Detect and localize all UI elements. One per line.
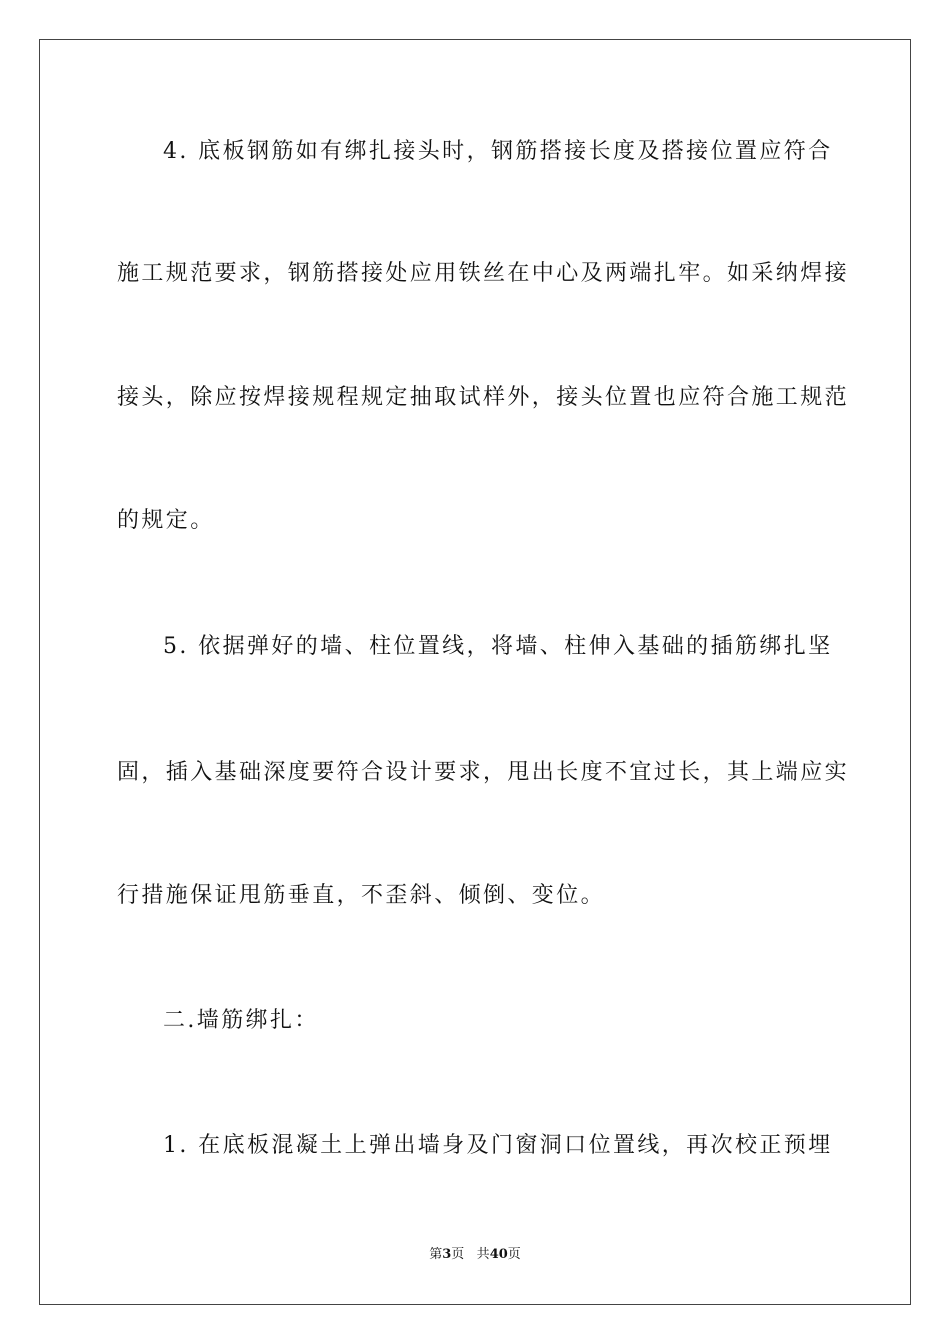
paragraph-5-line-1: 5. 依据弹好的墙、柱位置线，将墙、柱伸入基础的插筋绑扎坚 (163, 634, 833, 659)
paragraph-4-line-4: 的规定。 (117, 508, 215, 533)
page-frame (39, 39, 911, 1305)
paragraph-5-line-2: 固，插入基础深度要符合设计要求，甩出长度不宜过长，其上端应实 (117, 760, 850, 785)
page-footer (0, 1246, 950, 1264)
footer-total-suffix: 页 (507, 1247, 521, 1262)
footer-page-number: 3 (442, 1247, 452, 1262)
footer-page-suffix: 页 (451, 1247, 465, 1262)
footer-total-number: 40 (489, 1247, 508, 1262)
section-1-line-1: 1. 在底板混凝土上弹出墙身及门窗洞口位置线，再次校正预埋 (163, 1133, 833, 1158)
paragraph-4-line-2: 施工规范要求，钢筋搭接处应用铁丝在中心及两端扎牢。如采纳焊接 (117, 261, 850, 286)
paragraph-4-line-1: 4. 底板钢筋如有绑扎接头时，钢筋搭接长度及搭接位置应符合 (163, 139, 833, 164)
footer-total-prefix: 共 (476, 1247, 490, 1262)
paragraph-4-line-3: 接头，除应按焊接规程规定抽取试样外，接头位置也应符合施工规范 (117, 385, 850, 410)
section-heading: 二.墙筋绑扎： (163, 1008, 319, 1033)
footer-page-prefix: 第 (429, 1247, 443, 1262)
paragraph-5-line-3: 行措施保证甩筋垂直，不歪斜、倾倒、变位。 (117, 883, 606, 908)
